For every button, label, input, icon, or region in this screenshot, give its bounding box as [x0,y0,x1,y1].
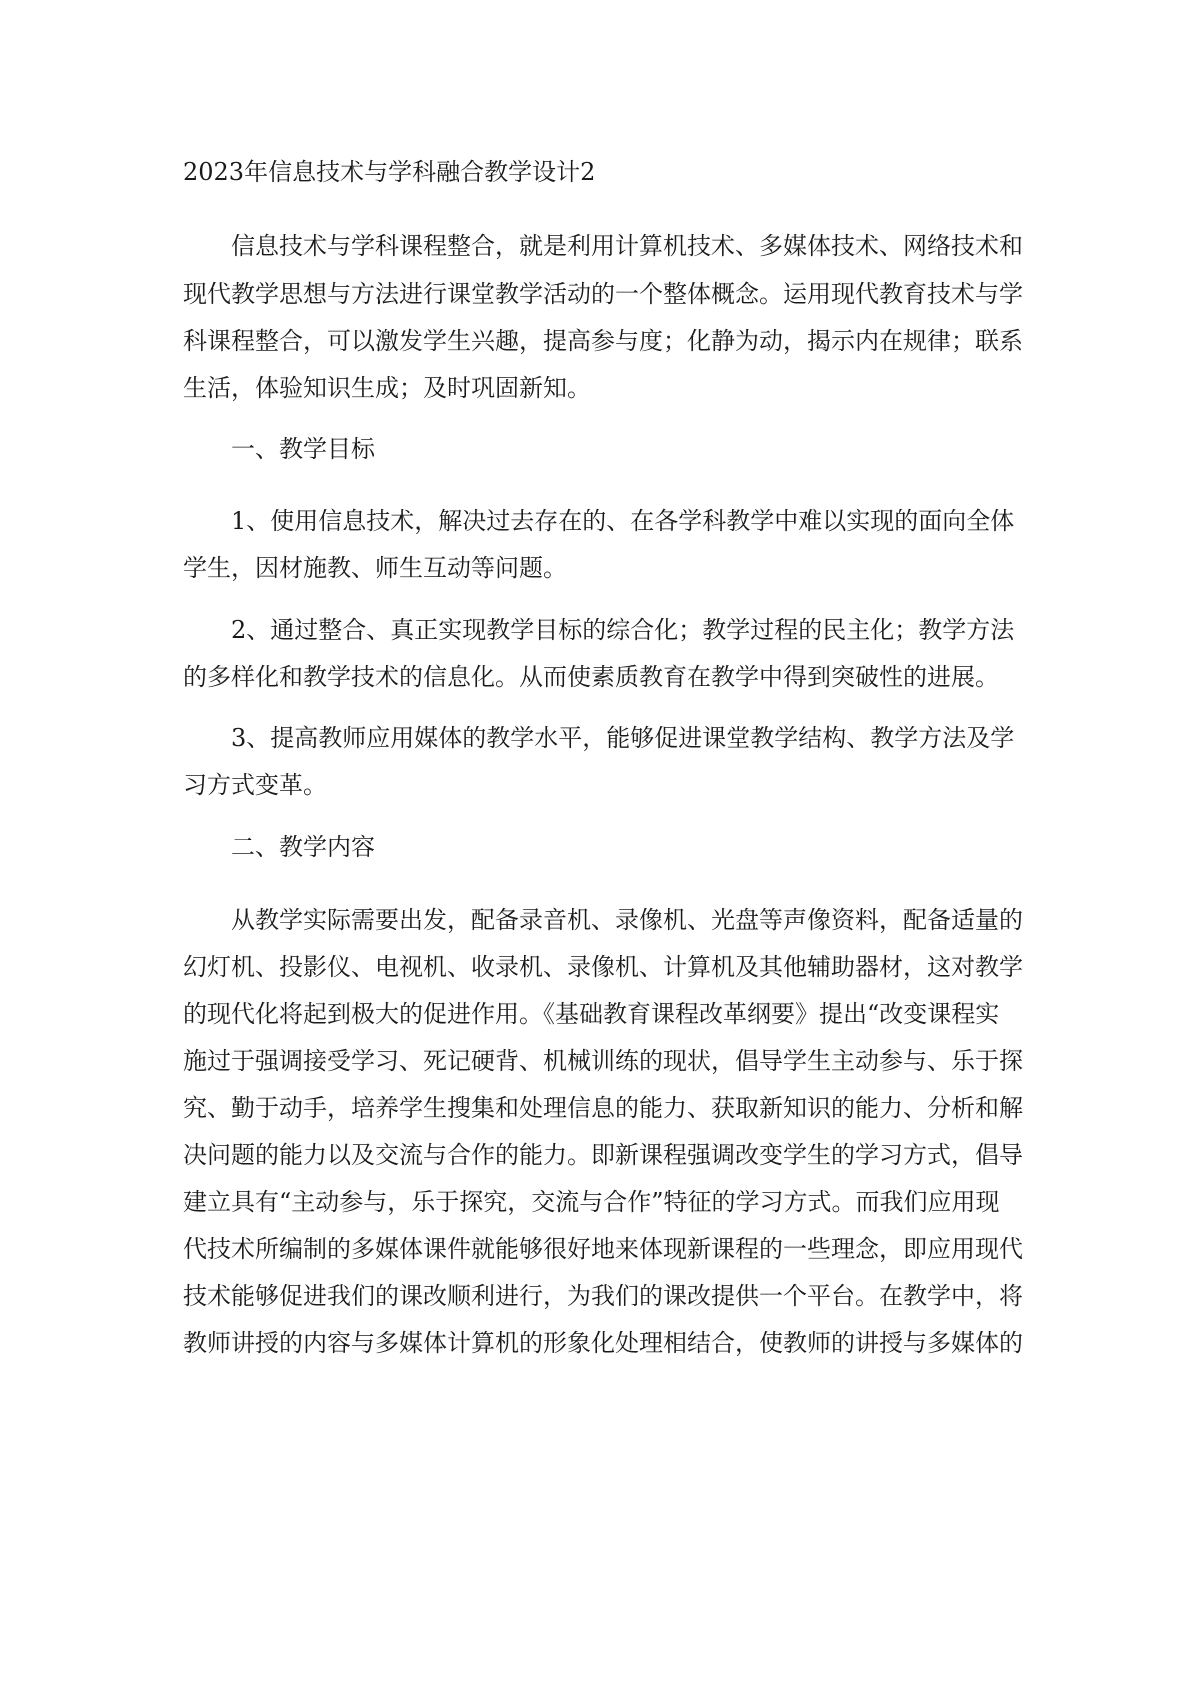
intro-line-3: 科课程整合，可以激发学生兴趣，提高参与度；化静为动，揭示内在规律；联系 [183,327,1023,355]
goal-1-line-1: 1、使用信息技术，解决过去存在的、在各学科教学中难以实现的面向全体 [231,507,1015,535]
goal-2-line-2: 的多样化和教学技术的信息化。从而使素质教育在教学中得到突破性的进展。 [183,663,999,691]
content-line-9: 技术能够促进我们的课改顺利进行，为我们的课改提供一个平台。在教学中，将 [183,1282,1023,1310]
intro-line-2: 现代教学思想与方法进行课堂教学活动的一个整体概念。运用现代教育技术与学 [183,280,1023,308]
goal-3-line-2: 习方式变革。 [183,771,327,799]
intro-line-1: 信息技术与学科课程整合，就是利用计算机技术、多媒体技术、网络技术和 [231,232,1023,260]
content-line-3: 的现代化将起到极大的促进作用。《基础教育课程改革纲要》提出“改变课程实 [183,1000,1000,1028]
content-line-6: 决问题的能力以及交流与合作的能力。即新课程强调改变学生的学习方式，倡导 [183,1141,1023,1169]
goal-2-line-1: 2、通过整合、真正实现教学目标的综合化；教学过程的民主化；教学方法 [231,616,1015,644]
content-line-2: 幻灯机、投影仪、电视机、收录机、录像机、计算机及其他辅助器材，这对教学 [183,953,1023,981]
goal-3-line-1: 3、提高教师应用媒体的教学水平，能够促进课堂教学结构、教学方法及学 [231,724,1015,752]
goal-1-line-2: 学生，因材施教、师生互动等问题。 [183,554,567,582]
content-line-10: 教师讲授的内容与多媒体计算机的形象化处理相结合，使教师的讲授与多媒体的 [183,1329,1023,1357]
content-line-7: 建立具有“主动参与，乐于探究，交流与合作”特征的学习方式。而我们应用现 [183,1188,1000,1216]
content-line-5: 究、勤于动手，培养学生搜集和处理信息的能力、获取新知识的能力、分析和解 [183,1094,1023,1122]
content-line-8: 代技术所编制的多媒体课件就能够很好地来体现新课程的一些理念，即应用现代 [183,1235,1023,1263]
section-heading-goals: 一、教学目标 [231,435,375,463]
content-line-4: 施过于强调接受学习、死记硬背、机械训练的现状，倡导学生主动参与、乐于探 [183,1047,1023,1075]
intro-line-4: 生活，体验知识生成；及时巩固新知。 [183,374,591,402]
document-title: 2023年信息技术与学科融合教学设计2 [183,158,596,186]
content-line-1: 从教学实际需要出发，配备录音机、录像机、光盘等声像资料，配备适量的 [231,906,1023,934]
section-heading-content: 二、教学内容 [231,833,375,861]
